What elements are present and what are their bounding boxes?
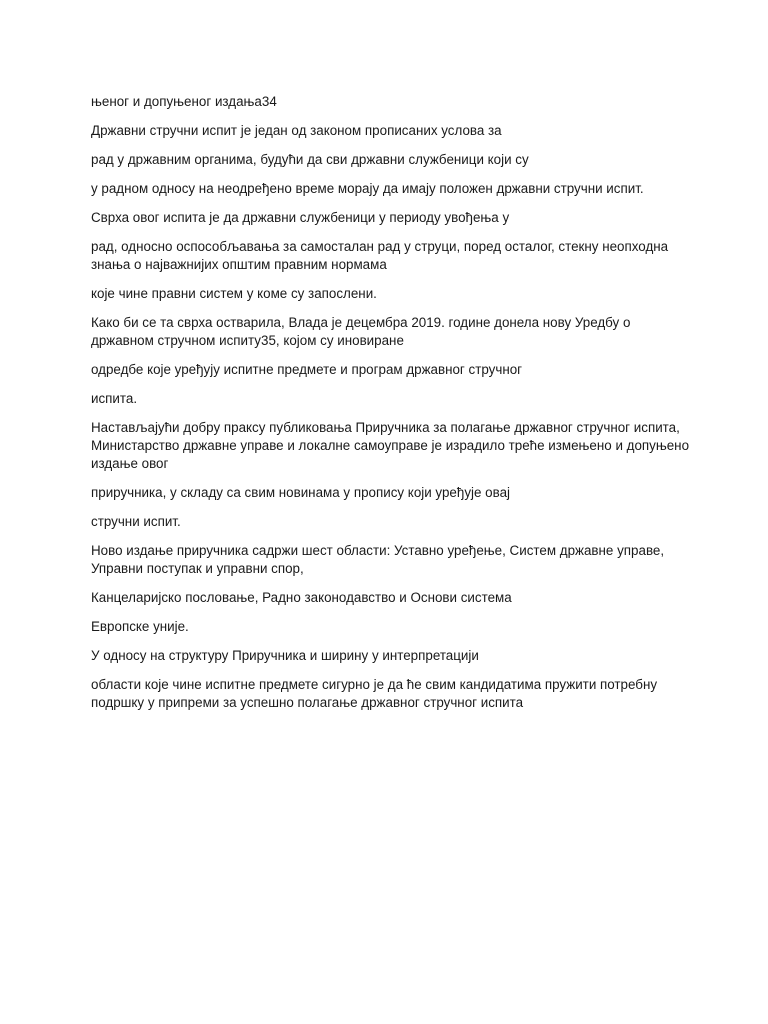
paragraph: приручника, у складу са свим новинама у пропису који уређује овај: [91, 485, 510, 500]
paragraph: Европске уније.: [91, 619, 189, 634]
paragraph: у радном односу на неодређено време морају да имају положен државни стручни испит.: [91, 181, 644, 196]
paragraph: одредбе које уређују испитне предмете и програм државног стручног: [91, 362, 523, 377]
paragraph: испита.: [91, 391, 138, 406]
paragraph: Сврха овог испита је да државни службеници у периоду увођења у: [91, 210, 510, 225]
paragraph: Државни стручни испит је један од законом прописаних услова за: [91, 123, 502, 138]
paragraph: Како би се та сврха остварила, Влада је децембра 2019. године донела нову Уредбу о државном стручном испиту35, којом су иновиране: [91, 315, 631, 348]
paragraph: њеног и допуњеног издања34: [91, 94, 277, 109]
paragraph: стручни испит.: [91, 514, 181, 529]
paragraph: Канцеларијско пословање, Радно законодавство и Основи система: [91, 590, 512, 605]
paragraph: рад у државним органима, будући да сви државни службеници који су: [91, 152, 529, 167]
paragraph: У односу на структуру Приручника и ширину у интерпретацији: [91, 648, 479, 663]
paragraph: области које чине испитне предмете сигурно је да ће свим кандидатима пружити потребну подршку у припреми за успешно полагање државног стручног испита: [91, 677, 658, 710]
paragraph: рад, односно оспособљавања за самосталан рад у струци, поред осталог, стекну неопходна знања о најважнијих општим правним нормама: [91, 239, 669, 272]
paragraph: Настављајући добру праксу публиковања Приручника за полагање државног стручног испита, Министарство државне управе и локалне самоуправе је израдило треће измењено и допуњено издање овог: [91, 420, 690, 471]
document-body: [91, 93, 691, 723]
paragraph: које чине правни систем у коме су запослени.: [91, 286, 377, 301]
paragraph: Ново издање приручника садржи шест области: Уставно уређење, Систем државне управе, Управни поступак и управни спор,: [91, 543, 665, 576]
